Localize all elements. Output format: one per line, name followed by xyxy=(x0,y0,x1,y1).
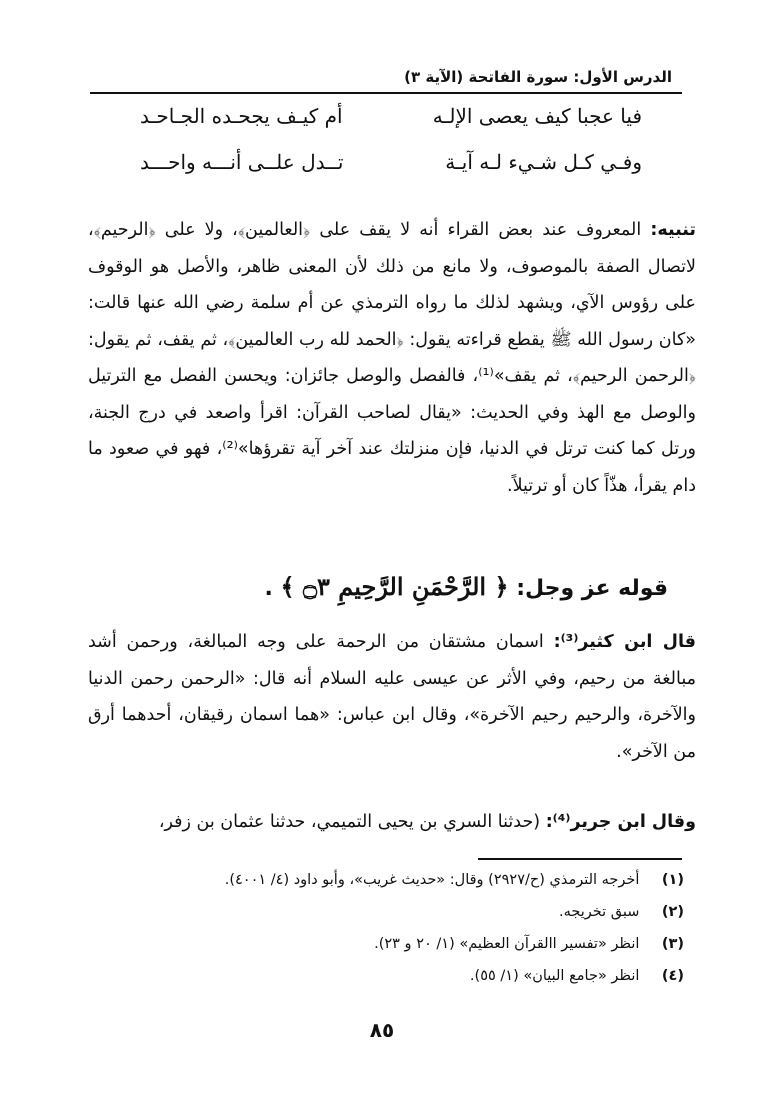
page-number: ٨٥ xyxy=(369,1018,395,1042)
footnote-number: (٤) xyxy=(661,968,684,984)
ibn-kathir-label: قال ابن كثير⁽³⁾: xyxy=(553,632,696,652)
running-header xyxy=(90,62,682,94)
ibn-jarir-text: (حدثنا السري بن يحيى التميمي، حدثنا عثمان بن زفر، xyxy=(158,812,541,832)
footnote-number: (٣) xyxy=(661,936,684,952)
header-title: الدرس الأول: سورة الفاتحة (الآية ٣) xyxy=(404,68,672,86)
footnote-number: (١) xyxy=(661,872,684,888)
ibn-kathir-text: اسمان مشتقان من الرحمة على وجه المبالغة، ورحمن أشد مبالغة من رحيم، وفي الأثر عن عيسى عليه السلام أنه قال: «الرحمن رحمن الدنيا والآخرة، والرحيم رحيم الآخرة»، وقال ابن عباس: «هما اسمان رقيقان، أحدهما أرق من الآخر». xyxy=(88,632,696,762)
poem-line2-first-hemistich: وفـي كـل شـيء لـه آيـة xyxy=(445,150,642,174)
ibn-jarir-label: وقال ابن جرير⁽⁴⁾: xyxy=(545,812,696,832)
tanbih-paragraph xyxy=(88,212,696,504)
tanbih-text: المعروف عند بعض القراء أنه لا يقف على ﴿العالمين﴾، ولا على ﴿الرحيم﴾، لاتصال الصفة بالموصوف، ولا مانع من ذلك لأن المعنى ظاهر، والأصل هو الوقوف على رؤوس الآي، ويشهد لذلك ما رواه الترمذي عن أم سلمة رضي الله عنها قالت: «كان رسول الله ﷺ يقطع قراءته يقول: ﴿الحمد لله رب العالمين﴾، ثم يقف، ثم يقول: ﴿الرحمن الرحيم﴾، ثم يقف»⁽¹⁾، فالفصل والوصل جائزان: ويحسن الفصل مع الترتيل والوصل مع الهذ وفي الحديث: «يقال لصاحب القرآن: اقرأ واصعد في درج الجنة، ورتل كما كنت ترتل في الدنيا، فإن منزلتك عند آخر آية تقرؤها»⁽²⁾، فهو في صعود ما دام يقرأ، هذّاً كان أو ترتيلاً. xyxy=(88,220,697,496)
footnote-text: انظر «جامع البيان» (١/ ٥٥). xyxy=(469,968,640,984)
poem-line1-first-hemistich: فيا عجبا كيف يعصى الإلـه xyxy=(432,104,642,128)
footnote-separator xyxy=(478,858,682,860)
footnote-text: أخرجه الترمذي (ح/٢٩٢٧) وقال: «حديث غريب»، وأبو داود (٤/ ٤٠٠١). xyxy=(224,872,640,888)
footnote-number: (٢) xyxy=(661,904,684,920)
footnote-4 xyxy=(84,968,684,984)
heading-prefix: قوله عز وجل: xyxy=(516,576,668,601)
ibn-kathir-paragraph xyxy=(88,624,696,770)
ayah-text: ﴿ الرَّحْمَنِ الرَّحِيمِ ۝٣ ﴾ xyxy=(280,572,509,601)
heading-suffix: . xyxy=(264,576,273,601)
footnote-1 xyxy=(84,872,684,888)
ayah-heading xyxy=(265,572,669,601)
footnote-2 xyxy=(84,904,684,920)
poem-line1-second-hemistich: أم كيـف يجحـده الجـاحـد xyxy=(140,104,343,128)
footnote-text: انظر «تفسير االقرآن العظيم» (١/ ٢٠ و ٢٣). xyxy=(374,936,640,952)
poem-line2-second-hemistich: تــدل علــى أنـــه واحـــد xyxy=(140,150,344,174)
footnote-3 xyxy=(84,936,684,952)
ibn-jarir-paragraph xyxy=(88,804,696,841)
footnote-text: سبق تخريجه. xyxy=(558,904,640,920)
tanbih-label: تنبيه: xyxy=(650,220,696,240)
